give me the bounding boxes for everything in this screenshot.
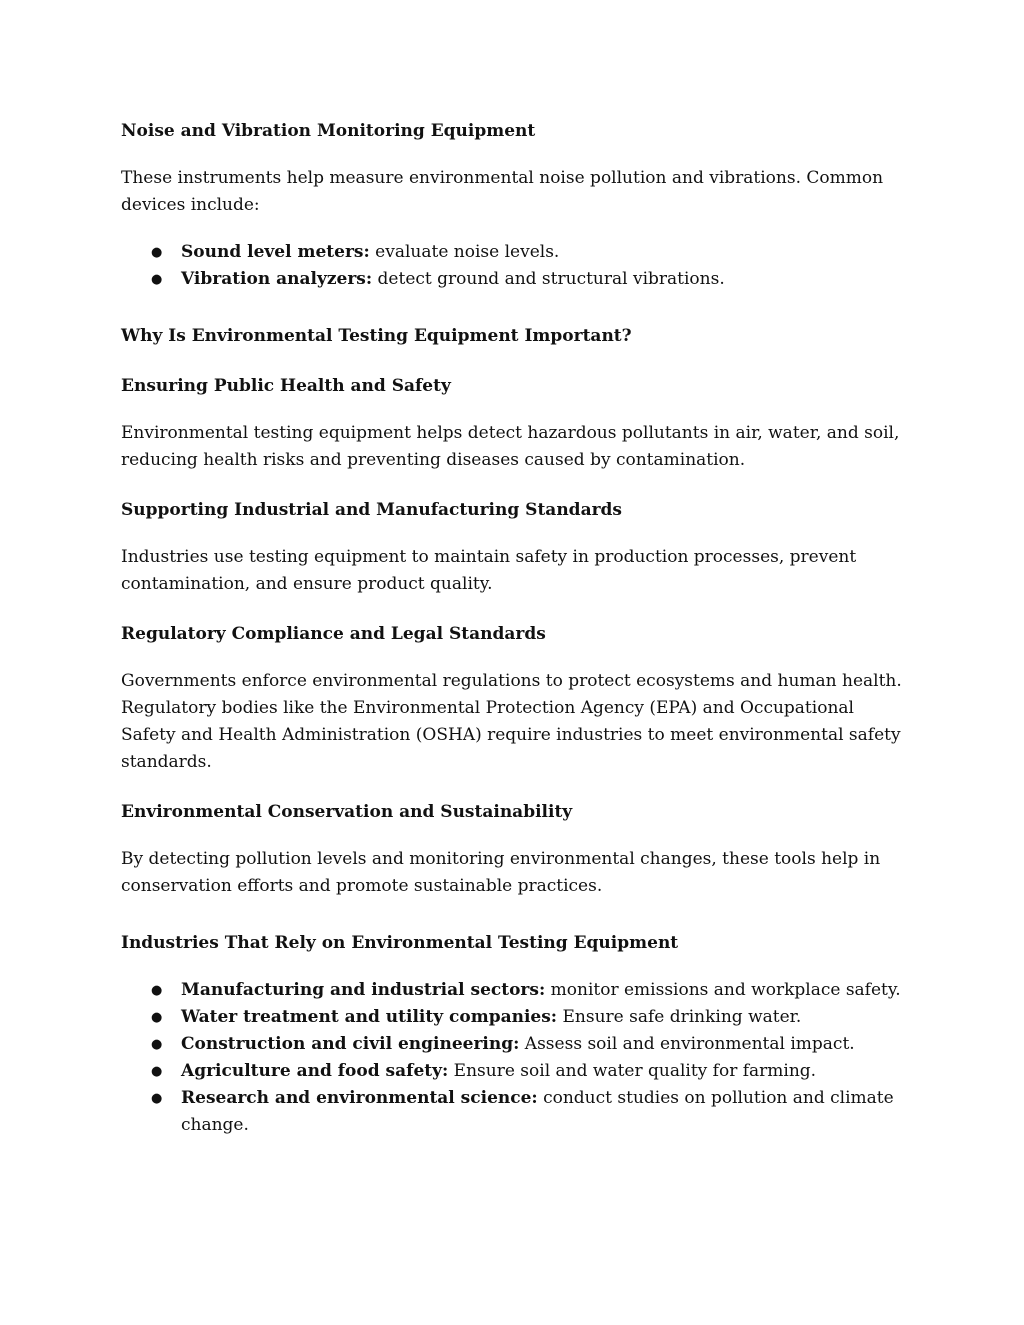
list-item <box>121 977 906 1004</box>
public-health-text: Environmental testing equipment helps detect hazardous pollutants in air, water, and soil, reducing health risks and preventing diseases caused by contamination. <box>121 423 900 470</box>
list-item-term: Sound level meters: <box>181 242 370 262</box>
industrial-standards-heading: Supporting Industrial and Manufacturing Standards <box>121 500 622 520</box>
list-item <box>121 1004 906 1031</box>
list-item-term: Agriculture and food safety: <box>181 1061 449 1081</box>
list-item-desc: detect ground and structural vibrations. <box>372 269 725 289</box>
list-item-term: Water treatment and utility companies: <box>181 1007 558 1027</box>
list-item-desc: Assess soil and environmental impact. <box>519 1034 855 1054</box>
bullet-icon: ● <box>151 1091 163 1106</box>
noise-device-list <box>121 239 906 293</box>
list-item-desc: Ensure soil and water quality for farming. <box>448 1061 817 1081</box>
noise-vibration-intro: These instruments help measure environmental noise pollution and vibrations. Common devices include: <box>121 168 884 215</box>
list-item <box>121 1031 906 1058</box>
list-item-term: Manufacturing and industrial sectors: <box>181 980 546 1000</box>
list-item-term: Construction and civil engineering: <box>181 1034 520 1054</box>
conservation-text: By detecting pollution levels and monitoring environmental changes, these tools help in conservation efforts and promote sustainable practices. <box>121 849 881 896</box>
industrial-standards-text: Industries use testing equipment to maintain safety in production processes, prevent contamination, and ensure product quality. <box>121 547 857 594</box>
bullet-icon: ● <box>151 983 163 998</box>
list-item <box>121 266 906 293</box>
list-item-term: Research and environmental science: <box>181 1088 538 1108</box>
regulatory-compliance-text: Governments enforce environmental regulations to protect ecosystems and human health. Regulatory bodies like the Environmental Protection Agency (EPA) and Occupational Safety and Health Administration (OSHA) require industries to meet environmental safety standards. <box>121 671 902 772</box>
bullet-icon: ● <box>151 1037 163 1052</box>
regulatory-compliance-heading: Regulatory Compliance and Legal Standards <box>121 624 546 644</box>
why-important-heading: Why Is Environmental Testing Equipment Important? <box>121 326 632 346</box>
list-item-desc: Ensure safe drinking water. <box>557 1007 802 1027</box>
noise-vibration-heading: Noise and Vibration Monitoring Equipment <box>121 121 536 141</box>
list-item <box>121 1058 906 1085</box>
bullet-icon: ● <box>151 272 163 287</box>
list-item <box>121 239 906 266</box>
list-item-desc: conduct studies on pollution and climate change. <box>181 1088 894 1135</box>
bullet-icon: ● <box>151 1064 163 1079</box>
bullet-icon: ● <box>151 245 163 260</box>
public-health-heading: Ensuring Public Health and Safety <box>121 376 451 396</box>
industries-heading: Industries That Rely on Environmental Testing Equipment <box>121 933 679 953</box>
list-item <box>121 1085 906 1139</box>
industries-list <box>121 977 906 1139</box>
list-item-desc: monitor emissions and workplace safety. <box>545 980 901 1000</box>
document-page <box>121 118 906 1139</box>
conservation-heading: Environmental Conservation and Sustainability <box>121 802 573 822</box>
list-item-desc: evaluate noise levels. <box>369 242 560 262</box>
list-item-term: Vibration analyzers: <box>181 269 373 289</box>
bullet-icon: ● <box>151 1010 163 1025</box>
